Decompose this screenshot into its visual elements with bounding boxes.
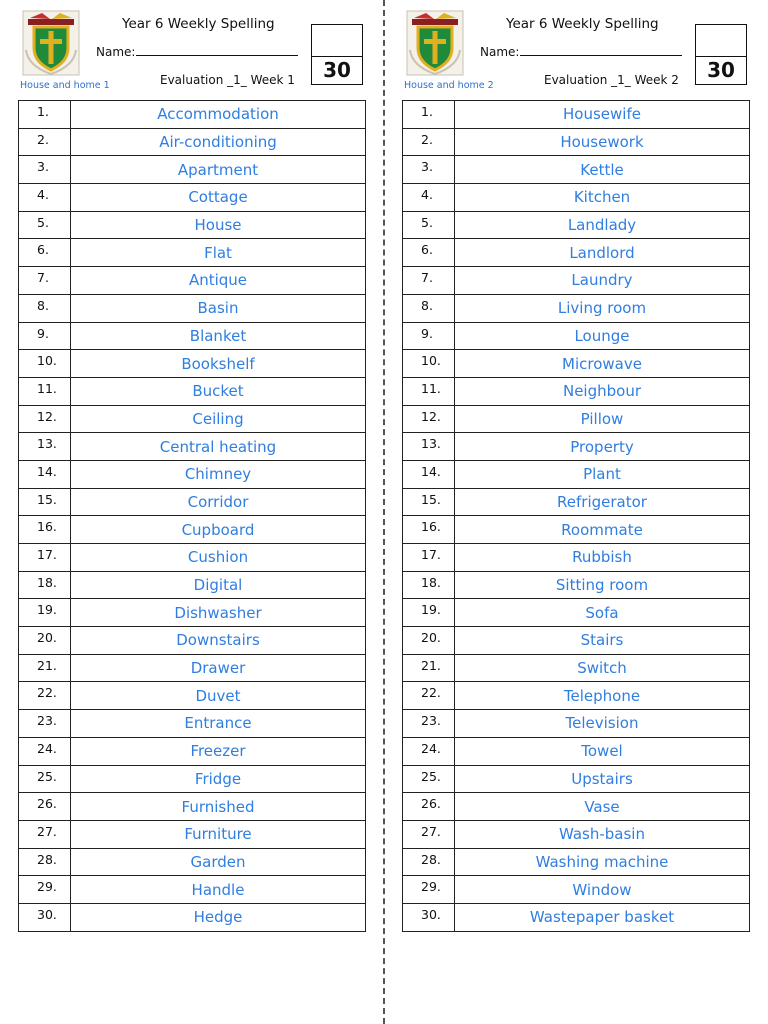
word-number: 7. (403, 267, 455, 295)
word-number: 15. (403, 488, 455, 516)
table-row (403, 903, 750, 931)
score-divider (312, 56, 362, 57)
table-row (403, 433, 750, 461)
word-number: 24. (19, 737, 71, 765)
table-row (403, 627, 750, 655)
spelling-word: Sofa (455, 599, 750, 627)
spelling-word: Rubbish (455, 544, 750, 572)
table-row (403, 848, 750, 876)
word-number: 16. (19, 516, 71, 544)
word-number: 25. (19, 765, 71, 793)
table-row (403, 239, 750, 267)
score-total: 30 (707, 58, 735, 82)
spelling-word: Plant (455, 460, 750, 488)
spelling-word-rows (19, 101, 366, 932)
name-write-line[interactable] (520, 44, 682, 56)
table-row (403, 322, 750, 350)
spelling-word: Handle (71, 876, 366, 904)
table-row (19, 156, 366, 184)
topic-label: House and home 1 (20, 80, 110, 91)
word-number: 16. (403, 516, 455, 544)
table-row (403, 128, 750, 156)
word-number: 15. (19, 488, 71, 516)
spelling-word-table (402, 100, 750, 932)
table-row (19, 322, 366, 350)
school-crest-logo-icon (406, 10, 464, 76)
spelling-word: Wastepaper basket (455, 903, 750, 931)
spelling-word: Lounge (455, 322, 750, 350)
word-number: 28. (403, 848, 455, 876)
table-row (19, 710, 366, 738)
spelling-word: Towel (455, 737, 750, 765)
spelling-word: Apartment (71, 156, 366, 184)
name-label: Name: (480, 45, 520, 59)
word-number: 30. (403, 903, 455, 931)
name-field[interactable] (480, 44, 682, 59)
table-row (403, 793, 750, 821)
table-row (403, 488, 750, 516)
spelling-word: Wash-basin (455, 820, 750, 848)
table-row (19, 211, 366, 239)
spelling-word: Microwave (455, 350, 750, 378)
spelling-word: Bucket (71, 377, 366, 405)
table-row (19, 377, 366, 405)
spelling-word: Property (455, 433, 750, 461)
spelling-word: Basin (71, 294, 366, 322)
spelling-word: Duvet (71, 682, 366, 710)
spelling-word: Entrance (71, 710, 366, 738)
spelling-word: Furniture (71, 820, 366, 848)
spelling-word-table (18, 100, 366, 932)
word-number: 9. (19, 322, 71, 350)
word-number: 3. (19, 156, 71, 184)
spelling-word: House (71, 211, 366, 239)
word-number: 26. (403, 793, 455, 821)
table-row (403, 156, 750, 184)
spelling-word: Pillow (455, 405, 750, 433)
table-row (403, 765, 750, 793)
spelling-word: Neighbour (455, 377, 750, 405)
word-number: 22. (19, 682, 71, 710)
word-number: 2. (403, 128, 455, 156)
spelling-word: Cushion (71, 544, 366, 572)
spelling-sheet-week-2 (402, 0, 754, 1024)
spelling-word: Furnished (71, 793, 366, 821)
topic-label: House and home 2 (404, 80, 494, 91)
spelling-word: Refrigerator (455, 488, 750, 516)
word-number: 24. (403, 737, 455, 765)
table-row (403, 682, 750, 710)
spelling-word: Blanket (71, 322, 366, 350)
sheet-title: Year 6 Weekly Spelling (506, 16, 659, 32)
word-number: 8. (403, 294, 455, 322)
table-row (403, 710, 750, 738)
spelling-word: Flat (71, 239, 366, 267)
word-number: 13. (19, 433, 71, 461)
word-number: 3. (403, 156, 455, 184)
word-number: 14. (19, 460, 71, 488)
word-number: 27. (403, 820, 455, 848)
word-number: 4. (19, 184, 71, 212)
spelling-word: Window (455, 876, 750, 904)
table-row (19, 516, 366, 544)
table-row (403, 405, 750, 433)
word-number: 12. (403, 405, 455, 433)
spelling-word: Drawer (71, 654, 366, 682)
table-row (19, 460, 366, 488)
table-row (19, 599, 366, 627)
spelling-word: Upstairs (455, 765, 750, 793)
table-row (19, 488, 366, 516)
word-number: 5. (403, 211, 455, 239)
table-row (19, 101, 366, 129)
spelling-word-rows (403, 101, 750, 932)
table-row (19, 128, 366, 156)
word-number: 2. (19, 128, 71, 156)
word-number: 29. (403, 876, 455, 904)
table-row (19, 903, 366, 931)
word-number: 8. (19, 294, 71, 322)
spelling-word: Ceiling (71, 405, 366, 433)
table-row (403, 460, 750, 488)
table-row (403, 101, 750, 129)
spelling-word: Accommodation (71, 101, 366, 129)
table-row (403, 350, 750, 378)
spelling-word: Washing machine (455, 848, 750, 876)
spelling-word: Housewife (455, 101, 750, 129)
word-number: 14. (403, 460, 455, 488)
word-number: 19. (403, 599, 455, 627)
word-number: 5. (19, 211, 71, 239)
spelling-word: Roommate (455, 516, 750, 544)
evaluation-label: Evaluation _1_ Week 2 (544, 73, 679, 87)
name-write-line[interactable] (136, 44, 298, 56)
spelling-word: Laundry (455, 267, 750, 295)
table-row (19, 627, 366, 655)
spelling-sheet-week-1 (18, 0, 370, 1024)
score-divider (696, 56, 746, 57)
spelling-word: Garden (71, 848, 366, 876)
word-number: 26. (19, 793, 71, 821)
word-number: 1. (403, 101, 455, 129)
table-row (19, 765, 366, 793)
spelling-word: Housework (455, 128, 750, 156)
word-number: 18. (19, 571, 71, 599)
word-number: 10. (19, 350, 71, 378)
spelling-word: Freezer (71, 737, 366, 765)
word-number: 18. (403, 571, 455, 599)
spelling-word: Stairs (455, 627, 750, 655)
table-row (403, 544, 750, 572)
spelling-word: Fridge (71, 765, 366, 793)
table-row (19, 654, 366, 682)
word-number: 4. (403, 184, 455, 212)
word-number: 23. (403, 710, 455, 738)
table-row (403, 820, 750, 848)
spelling-word: Television (455, 710, 750, 738)
table-row (19, 737, 366, 765)
spelling-word: Digital (71, 571, 366, 599)
spelling-word: Antique (71, 267, 366, 295)
name-label: Name: (96, 45, 136, 59)
spelling-word: Cupboard (71, 516, 366, 544)
word-number: 12. (19, 405, 71, 433)
table-row (19, 239, 366, 267)
spelling-word: Living room (455, 294, 750, 322)
word-number: 6. (403, 239, 455, 267)
spelling-word: Bookshelf (71, 350, 366, 378)
table-row (403, 184, 750, 212)
score-box[interactable] (695, 24, 747, 85)
spelling-word: Central heating (71, 433, 366, 461)
table-row (403, 876, 750, 904)
table-row (19, 571, 366, 599)
spelling-word: Cottage (71, 184, 366, 212)
table-row (19, 184, 366, 212)
word-number: 22. (403, 682, 455, 710)
word-number: 1. (19, 101, 71, 129)
spelling-word: Kettle (455, 156, 750, 184)
spelling-word: Landlady (455, 211, 750, 239)
table-row (19, 793, 366, 821)
table-row (19, 405, 366, 433)
table-row (403, 267, 750, 295)
spelling-word: Hedge (71, 903, 366, 931)
spelling-word: Chimney (71, 460, 366, 488)
table-row (19, 350, 366, 378)
word-number: 25. (403, 765, 455, 793)
word-number: 28. (19, 848, 71, 876)
word-number: 17. (403, 544, 455, 572)
table-row (19, 682, 366, 710)
table-row (403, 516, 750, 544)
table-row (19, 820, 366, 848)
table-row (403, 377, 750, 405)
spelling-word: Kitchen (455, 184, 750, 212)
spelling-word: Sitting room (455, 571, 750, 599)
table-row (403, 211, 750, 239)
score-total: 30 (323, 58, 351, 82)
spelling-word: Landlord (455, 239, 750, 267)
table-row (403, 599, 750, 627)
school-crest-logo-icon (22, 10, 80, 76)
table-row (403, 737, 750, 765)
word-number: 9. (403, 322, 455, 350)
word-number: 19. (19, 599, 71, 627)
spelling-word: Vase (455, 793, 750, 821)
word-number: 23. (19, 710, 71, 738)
spelling-word: Dishwasher (71, 599, 366, 627)
spelling-word: Air-conditioning (71, 128, 366, 156)
sheet-title: Year 6 Weekly Spelling (122, 16, 275, 32)
word-number: 29. (19, 876, 71, 904)
spelling-word: Telephone (455, 682, 750, 710)
word-number: 13. (403, 433, 455, 461)
table-row (403, 294, 750, 322)
table-row (19, 433, 366, 461)
word-number: 20. (403, 627, 455, 655)
table-row (403, 571, 750, 599)
word-number: 11. (403, 377, 455, 405)
table-row (19, 544, 366, 572)
cut-line-divider (383, 0, 385, 1024)
word-number: 6. (19, 239, 71, 267)
word-number: 11. (19, 377, 71, 405)
name-field[interactable] (96, 44, 298, 59)
word-number: 21. (19, 654, 71, 682)
evaluation-label: Evaluation _1_ Week 1 (160, 73, 295, 87)
word-number: 7. (19, 267, 71, 295)
table-row (19, 267, 366, 295)
spelling-word: Downstairs (71, 627, 366, 655)
table-row (403, 654, 750, 682)
spelling-word: Corridor (71, 488, 366, 516)
word-number: 30. (19, 903, 71, 931)
spelling-word: Switch (455, 654, 750, 682)
table-row (19, 876, 366, 904)
table-row (19, 294, 366, 322)
word-number: 27. (19, 820, 71, 848)
table-row (19, 848, 366, 876)
word-number: 20. (19, 627, 71, 655)
score-box[interactable] (311, 24, 363, 85)
word-number: 17. (19, 544, 71, 572)
word-number: 10. (403, 350, 455, 378)
word-number: 21. (403, 654, 455, 682)
